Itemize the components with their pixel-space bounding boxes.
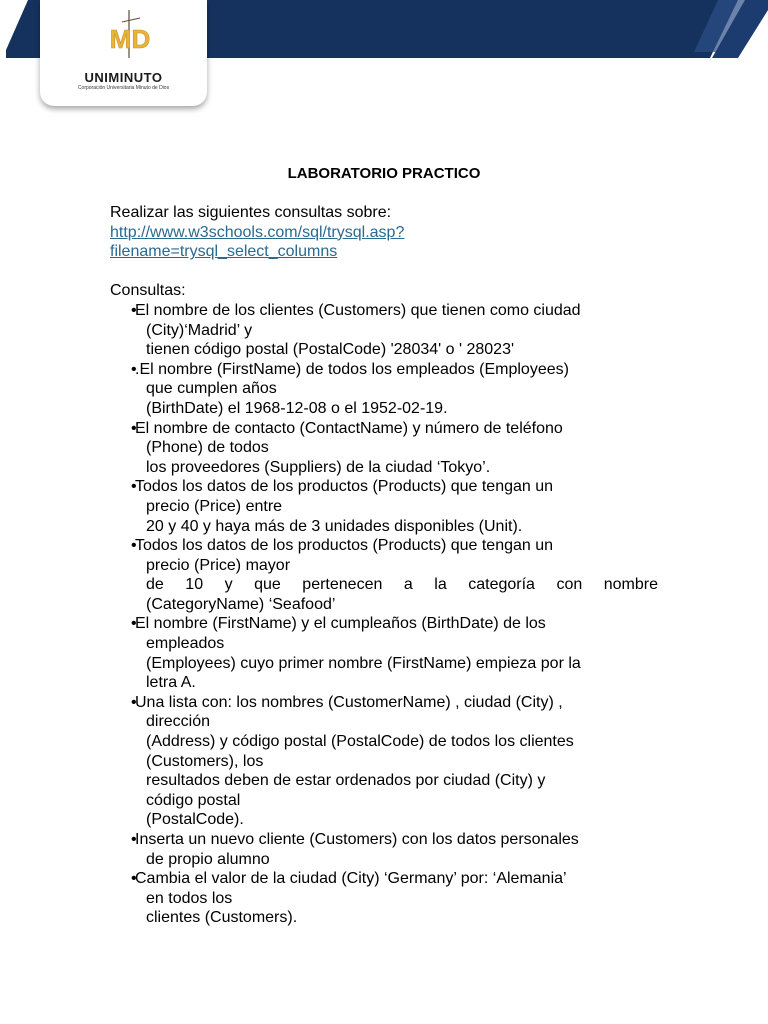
item-line: (PostalCode). — [146, 811, 244, 829]
list-item — [110, 830, 658, 869]
logo — [40, 0, 207, 106]
list-item — [110, 301, 658, 360]
list-item — [110, 536, 658, 614]
list-item — [110, 869, 658, 928]
list-item — [110, 419, 658, 478]
item-line: • Una lista con: los nombres (CustomerName) , ciudad (City) , — [135, 693, 563, 711]
item-line: • Inserta un nuevo cliente (Customers) con los datos personales — [135, 831, 579, 848]
item-line: de propio alumno — [146, 850, 270, 868]
item-line: • El nombre (FirstName) y el cumpleaños (BirthDate) de los — [135, 615, 546, 633]
item-line: (Phone) de todos — [146, 439, 269, 457]
list-item — [110, 360, 658, 419]
item-line: precio (Price) mayor — [146, 556, 291, 574]
item-line: que cumplen años — [146, 380, 277, 398]
item-line: • Cambia el valor de la ciudad (City) ‘Germany’ por: ‘Alemania’ — [135, 870, 567, 888]
item-line: • El nombre de los clientes (Customers) que tienen como ciudad — [135, 301, 581, 319]
item-line: (Address) y código postal (PostalCode) de todos los clientes — [146, 733, 574, 751]
item-line: dirección — [146, 713, 211, 731]
item-line: precio (Price) entre — [146, 497, 283, 515]
list-item — [110, 693, 658, 830]
intro-text: Realizar las siguientes consultas sobre: — [110, 204, 392, 221]
document-body — [110, 203, 658, 928]
link-line-2: filename=trysql_select_columns — [110, 243, 338, 261]
item-line: empleados — [146, 635, 225, 653]
uniminuto-logo-icon — [100, 10, 160, 58]
item-line: • .El nombre (FirstName) de todos los empleados (Employees) — [135, 360, 569, 378]
list-item — [110, 477, 658, 536]
item-line: • El nombre de contacto (ContactName) y número de teléfono — [135, 419, 563, 437]
logo-letters: MD — [109, 24, 151, 54]
item-line: en todos los — [146, 889, 233, 907]
query-list — [110, 301, 658, 928]
item-line: (BirthDate) el 1968-12-08 o el 1952-02-19. — [146, 399, 448, 417]
item-line: código postal — [146, 791, 241, 809]
item-line: (City)‘Madrid’ y — [146, 321, 253, 339]
item-line: • Todos los datos de los productos (Products) que tengan un — [135, 478, 554, 496]
page-title: LABORATORIO PRACTICO — [287, 165, 481, 182]
link-line-1: http://www.w3schools.com/sql/trysql.asp? — [110, 223, 405, 241]
item-line: de 10 y que pertenecen a la categoría con nombre — [146, 576, 658, 594]
consultas-label: Consultas: — [110, 282, 186, 300]
w3schools-link[interactable] — [110, 223, 658, 262]
item-line: (Customers), los — [146, 752, 264, 770]
logo-subtitle: Corporación Universitaria Minuto de Dios — [77, 85, 170, 91]
item-line: letra A. — [146, 674, 196, 692]
item-line: clientes (Customers). — [146, 909, 298, 927]
item-line: tienen código postal (PostalCode) '28034' o ' 28023' — [146, 341, 515, 359]
list-item — [110, 614, 658, 692]
logo-name: UNIMINUTO — [84, 70, 163, 85]
item-line: resultados deben de estar ordenados por ciudad (City) y — [146, 772, 546, 790]
item-line: • Todos los datos de los productos (Products) que tengan un — [135, 537, 554, 555]
item-line: (Employees) cuyo primer nombre (FirstName) empieza por la — [146, 654, 581, 672]
item-line: 20 y 40 y haya más de 3 unidades disponibles (Unit). — [146, 517, 523, 535]
item-line: los proveedores (Suppliers) de la ciudad ‘Tokyo’. — [146, 458, 491, 476]
item-line: (CategoryName) ‘Seafood’ — [146, 595, 336, 613]
